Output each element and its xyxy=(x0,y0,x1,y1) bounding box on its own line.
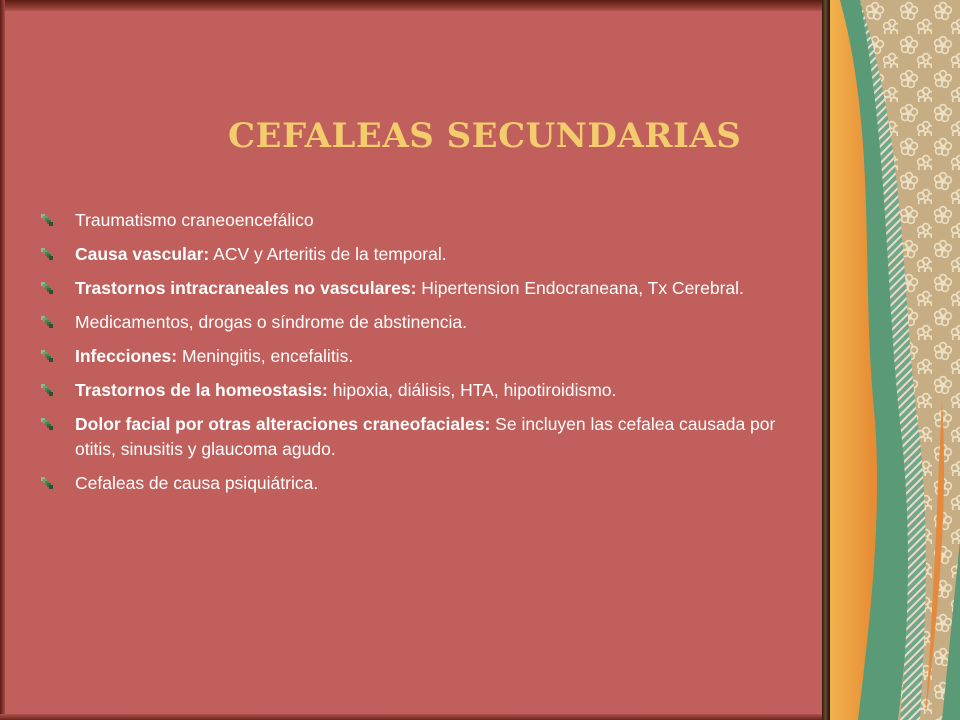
list-item xyxy=(40,310,800,335)
list-item xyxy=(40,208,800,233)
list-item xyxy=(40,242,800,267)
bullet-text: Cefaleas de causa psiquiátrica. xyxy=(75,473,319,493)
bullet-text: Traumatismo craneoencefálico xyxy=(75,210,314,230)
frame-bottom xyxy=(0,714,822,720)
bullet-bold-text: Trastornos intracraneales no vasculares: xyxy=(75,278,417,298)
green-stacked-bullet-icon xyxy=(40,476,54,490)
green-stacked-bullet-icon xyxy=(40,417,54,431)
bullet-bold-text: Causa vascular: xyxy=(75,244,210,264)
bullet-text: hipoxia, diálisis, HTA, hipotiroidismo. xyxy=(327,380,617,400)
frame-left xyxy=(0,0,5,720)
list-item xyxy=(40,344,800,369)
bullet-text: ACV y Arteritis de la temporal. xyxy=(209,244,447,264)
list-item xyxy=(40,276,800,301)
green-stacked-bullet-icon xyxy=(40,213,54,227)
bullet-text: Hipertension Endocraneana, Tx Cerebral. xyxy=(416,278,744,298)
bullet-text: Meningitis, encefalitis. xyxy=(177,346,354,366)
bullet-text: Medicamentos, drogas o síndrome de abstinencia. xyxy=(75,312,468,332)
list-item xyxy=(40,471,800,496)
bullet-list xyxy=(40,208,800,505)
green-stacked-bullet-icon xyxy=(40,281,54,295)
green-stacked-bullet-icon xyxy=(40,247,54,261)
bullet-bold-text: Infecciones: xyxy=(75,346,178,366)
green-stacked-bullet-icon xyxy=(40,383,54,397)
green-stacked-bullet-icon xyxy=(40,315,54,329)
bullet-bold-text: Dolor facial por otras alteraciones craneofaciales: xyxy=(75,414,491,434)
list-item xyxy=(40,378,800,403)
bullet-text: Se incluyen las cefalea causada por otitis, sinusitis y glaucoma agudo. xyxy=(75,414,776,459)
slide-title: CEFALEAS SECUNDARIAS xyxy=(228,116,742,156)
panel-divider xyxy=(822,0,830,720)
list-item xyxy=(40,412,800,462)
frame-top xyxy=(0,0,822,11)
bullet-bold-text: Trastornos de la homeostasis: xyxy=(75,380,328,400)
green-stacked-bullet-icon xyxy=(40,349,54,363)
floral-ribbon-decoration xyxy=(830,0,960,720)
